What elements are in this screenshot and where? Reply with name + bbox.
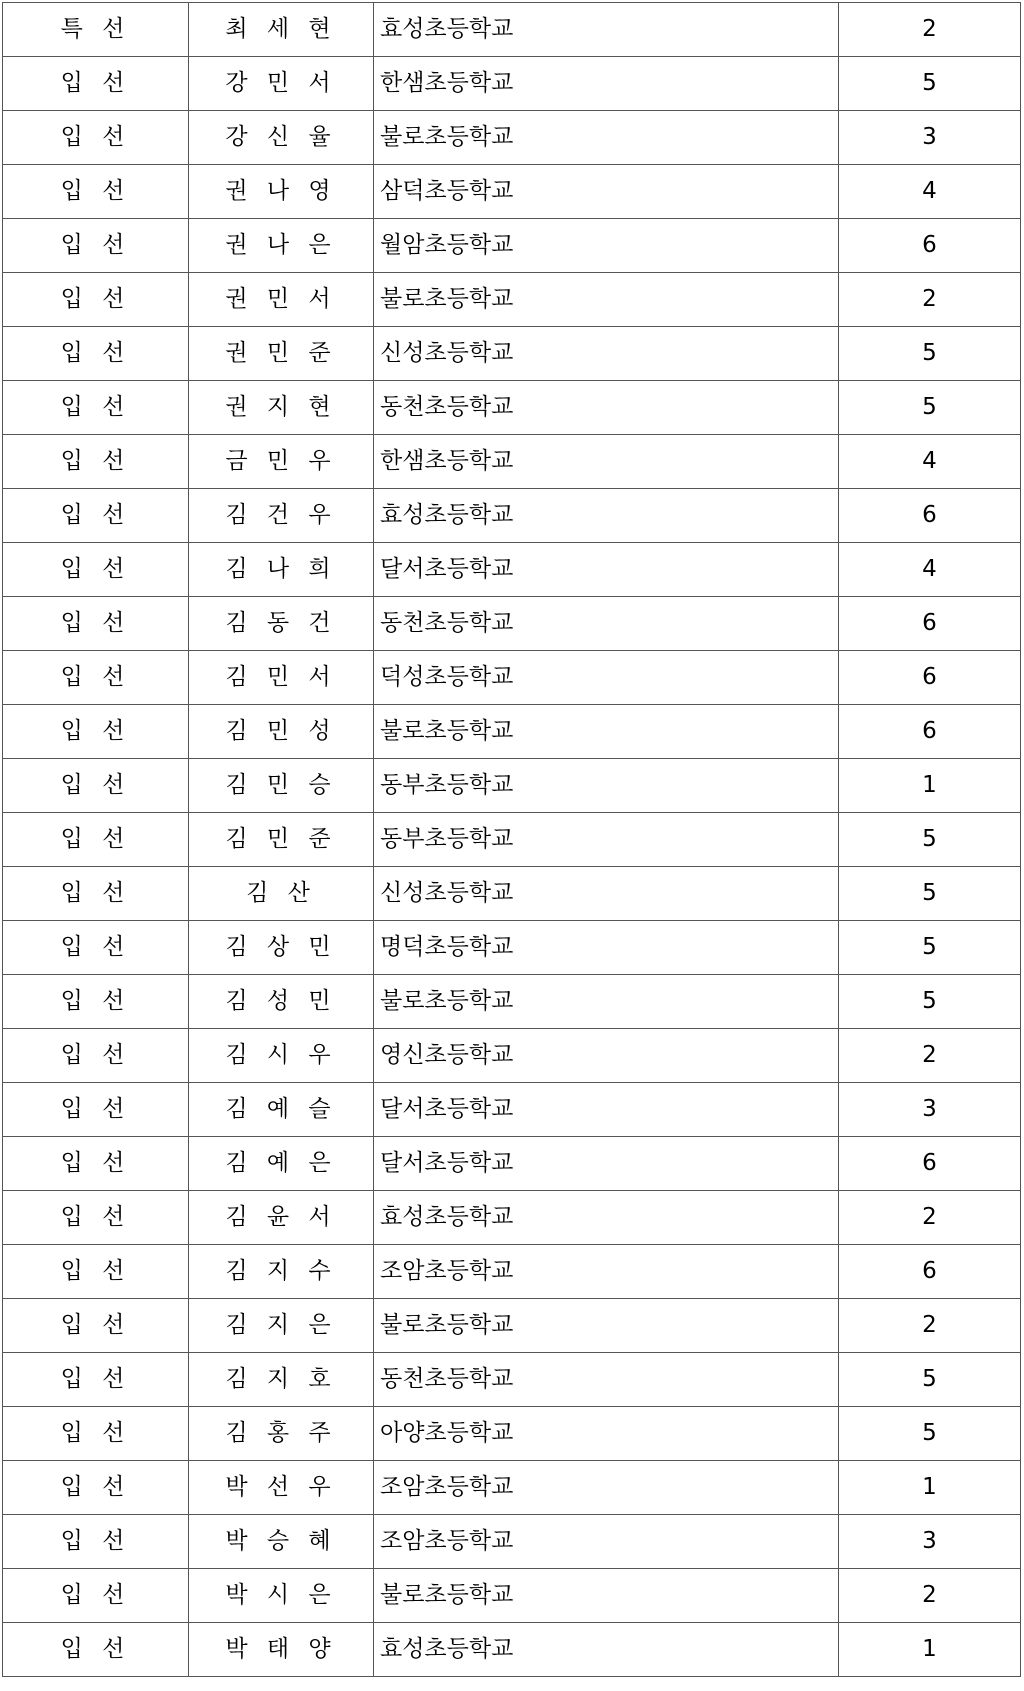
student-name-cell: 김 홍 주 (189, 1407, 374, 1461)
grade-cell: 5 (839, 381, 1021, 435)
student-name-cell: 권 지 현 (189, 381, 374, 435)
table-row (3, 1245, 1021, 1299)
table-row (3, 57, 1021, 111)
award-cell: 입 선 (3, 1137, 189, 1191)
student-name-cell: 권 나 영 (189, 165, 374, 219)
student-name-cell: 김 산 (189, 867, 374, 921)
award-cell: 입 선 (3, 597, 189, 651)
grade-cell: 4 (839, 543, 1021, 597)
grade-cell: 6 (839, 651, 1021, 705)
table-row (3, 1515, 1021, 1569)
school-cell: 한샘초등학교 (374, 435, 839, 489)
student-name-cell: 권 민 서 (189, 273, 374, 327)
school-cell: 불로초등학교 (374, 1569, 839, 1623)
grade-cell: 2 (839, 1569, 1021, 1623)
table-row (3, 867, 1021, 921)
award-cell: 입 선 (3, 489, 189, 543)
award-cell: 입 선 (3, 435, 189, 489)
award-cell: 입 선 (3, 1623, 189, 1677)
table-row (3, 759, 1021, 813)
table-row (3, 1191, 1021, 1245)
table-row (3, 543, 1021, 597)
grade-cell: 5 (839, 1407, 1021, 1461)
award-cell: 입 선 (3, 1245, 189, 1299)
grade-cell: 6 (839, 1245, 1021, 1299)
grade-cell: 5 (839, 867, 1021, 921)
student-name-cell: 김 지 호 (189, 1353, 374, 1407)
student-name-cell: 최 세 현 (189, 3, 374, 57)
school-cell: 명덕초등학교 (374, 921, 839, 975)
award-cell: 입 선 (3, 1299, 189, 1353)
table-row (3, 111, 1021, 165)
grade-cell: 4 (839, 165, 1021, 219)
table-row (3, 435, 1021, 489)
student-name-cell: 권 민 준 (189, 327, 374, 381)
school-cell: 효성초등학교 (374, 1623, 839, 1677)
table-row (3, 1407, 1021, 1461)
table-row (3, 1569, 1021, 1623)
table-row (3, 1623, 1021, 1677)
school-cell: 신성초등학교 (374, 327, 839, 381)
table-row (3, 3, 1021, 57)
grade-cell: 5 (839, 975, 1021, 1029)
table-row (3, 651, 1021, 705)
award-cell: 입 선 (3, 1191, 189, 1245)
student-name-cell: 김 민 준 (189, 813, 374, 867)
award-cell: 입 선 (3, 921, 189, 975)
student-name-cell: 강 신 율 (189, 111, 374, 165)
table-row (3, 813, 1021, 867)
school-cell: 동천초등학교 (374, 1353, 839, 1407)
school-cell: 동천초등학교 (374, 597, 839, 651)
award-results-table (2, 2, 1021, 1677)
school-cell: 달서초등학교 (374, 1137, 839, 1191)
award-cell: 입 선 (3, 165, 189, 219)
school-cell: 효성초등학교 (374, 3, 839, 57)
student-name-cell: 김 동 건 (189, 597, 374, 651)
school-cell: 불로초등학교 (374, 1299, 839, 1353)
award-cell: 입 선 (3, 219, 189, 273)
school-cell: 신성초등학교 (374, 867, 839, 921)
school-cell: 불로초등학교 (374, 705, 839, 759)
award-cell: 입 선 (3, 759, 189, 813)
school-cell: 삼덕초등학교 (374, 165, 839, 219)
grade-cell: 2 (839, 1029, 1021, 1083)
award-cell: 입 선 (3, 381, 189, 435)
grade-cell: 6 (839, 1137, 1021, 1191)
grade-cell: 4 (839, 435, 1021, 489)
grade-cell: 1 (839, 759, 1021, 813)
student-name-cell: 권 나 은 (189, 219, 374, 273)
table-row (3, 597, 1021, 651)
student-name-cell: 금 민 우 (189, 435, 374, 489)
award-cell: 입 선 (3, 1083, 189, 1137)
table-row (3, 1029, 1021, 1083)
award-cell: 특 선 (3, 3, 189, 57)
student-name-cell: 김 상 민 (189, 921, 374, 975)
table-row (3, 1461, 1021, 1515)
school-cell: 아양초등학교 (374, 1407, 839, 1461)
student-name-cell: 김 민 승 (189, 759, 374, 813)
school-cell: 불로초등학교 (374, 975, 839, 1029)
grade-cell: 3 (839, 1083, 1021, 1137)
grade-cell: 5 (839, 327, 1021, 381)
grade-cell: 5 (839, 1353, 1021, 1407)
student-name-cell: 김 민 서 (189, 651, 374, 705)
grade-cell: 6 (839, 597, 1021, 651)
table-row (3, 219, 1021, 273)
grade-cell: 2 (839, 273, 1021, 327)
award-cell: 입 선 (3, 111, 189, 165)
school-cell: 동천초등학교 (374, 381, 839, 435)
student-name-cell: 김 윤 서 (189, 1191, 374, 1245)
grade-cell: 5 (839, 921, 1021, 975)
student-name-cell: 김 민 성 (189, 705, 374, 759)
award-cell: 입 선 (3, 327, 189, 381)
student-name-cell: 김 시 우 (189, 1029, 374, 1083)
grade-cell: 5 (839, 57, 1021, 111)
award-cell: 입 선 (3, 57, 189, 111)
student-name-cell: 박 시 은 (189, 1569, 374, 1623)
student-name-cell: 김 성 민 (189, 975, 374, 1029)
table-row (3, 381, 1021, 435)
student-name-cell: 김 예 슬 (189, 1083, 374, 1137)
school-cell: 한샘초등학교 (374, 57, 839, 111)
award-cell: 입 선 (3, 1407, 189, 1461)
award-cell: 입 선 (3, 273, 189, 327)
award-cell: 입 선 (3, 1029, 189, 1083)
award-results-body (3, 3, 1021, 1677)
award-cell: 입 선 (3, 867, 189, 921)
award-cell: 입 선 (3, 705, 189, 759)
student-name-cell: 김 건 우 (189, 489, 374, 543)
student-name-cell: 김 지 수 (189, 1245, 374, 1299)
school-cell: 효성초등학교 (374, 1191, 839, 1245)
award-cell: 입 선 (3, 813, 189, 867)
award-cell: 입 선 (3, 1569, 189, 1623)
school-cell: 불로초등학교 (374, 273, 839, 327)
school-cell: 달서초등학교 (374, 1083, 839, 1137)
table-row (3, 1137, 1021, 1191)
grade-cell: 6 (839, 489, 1021, 543)
student-name-cell: 김 나 희 (189, 543, 374, 597)
student-name-cell: 강 민 서 (189, 57, 374, 111)
table-row (3, 1083, 1021, 1137)
award-cell: 입 선 (3, 1461, 189, 1515)
grade-cell: 3 (839, 1515, 1021, 1569)
school-cell: 불로초등학교 (374, 111, 839, 165)
grade-cell: 2 (839, 1299, 1021, 1353)
table-row (3, 489, 1021, 543)
school-cell: 영신초등학교 (374, 1029, 839, 1083)
grade-cell: 6 (839, 705, 1021, 759)
grade-cell: 3 (839, 111, 1021, 165)
school-cell: 월암초등학교 (374, 219, 839, 273)
school-cell: 조암초등학교 (374, 1515, 839, 1569)
award-cell: 입 선 (3, 1515, 189, 1569)
grade-cell: 1 (839, 1623, 1021, 1677)
school-cell: 효성초등학교 (374, 489, 839, 543)
school-cell: 덕성초등학교 (374, 651, 839, 705)
grade-cell: 1 (839, 1461, 1021, 1515)
award-cell: 입 선 (3, 651, 189, 705)
award-cell: 입 선 (3, 975, 189, 1029)
table-row (3, 921, 1021, 975)
grade-cell: 2 (839, 3, 1021, 57)
student-name-cell: 김 예 은 (189, 1137, 374, 1191)
award-cell: 입 선 (3, 543, 189, 597)
school-cell: 조암초등학교 (374, 1461, 839, 1515)
school-cell: 동부초등학교 (374, 813, 839, 867)
student-name-cell: 박 태 양 (189, 1623, 374, 1677)
student-name-cell: 박 선 우 (189, 1461, 374, 1515)
table-row (3, 1299, 1021, 1353)
table-row (3, 705, 1021, 759)
school-cell: 조암초등학교 (374, 1245, 839, 1299)
grade-cell: 5 (839, 813, 1021, 867)
school-cell: 달서초등학교 (374, 543, 839, 597)
table-row (3, 975, 1021, 1029)
table-row (3, 165, 1021, 219)
student-name-cell: 박 승 혜 (189, 1515, 374, 1569)
school-cell: 동부초등학교 (374, 759, 839, 813)
grade-cell: 6 (839, 219, 1021, 273)
grade-cell: 2 (839, 1191, 1021, 1245)
table-row (3, 1353, 1021, 1407)
award-cell: 입 선 (3, 1353, 189, 1407)
table-row (3, 327, 1021, 381)
student-name-cell: 김 지 은 (189, 1299, 374, 1353)
table-row (3, 273, 1021, 327)
